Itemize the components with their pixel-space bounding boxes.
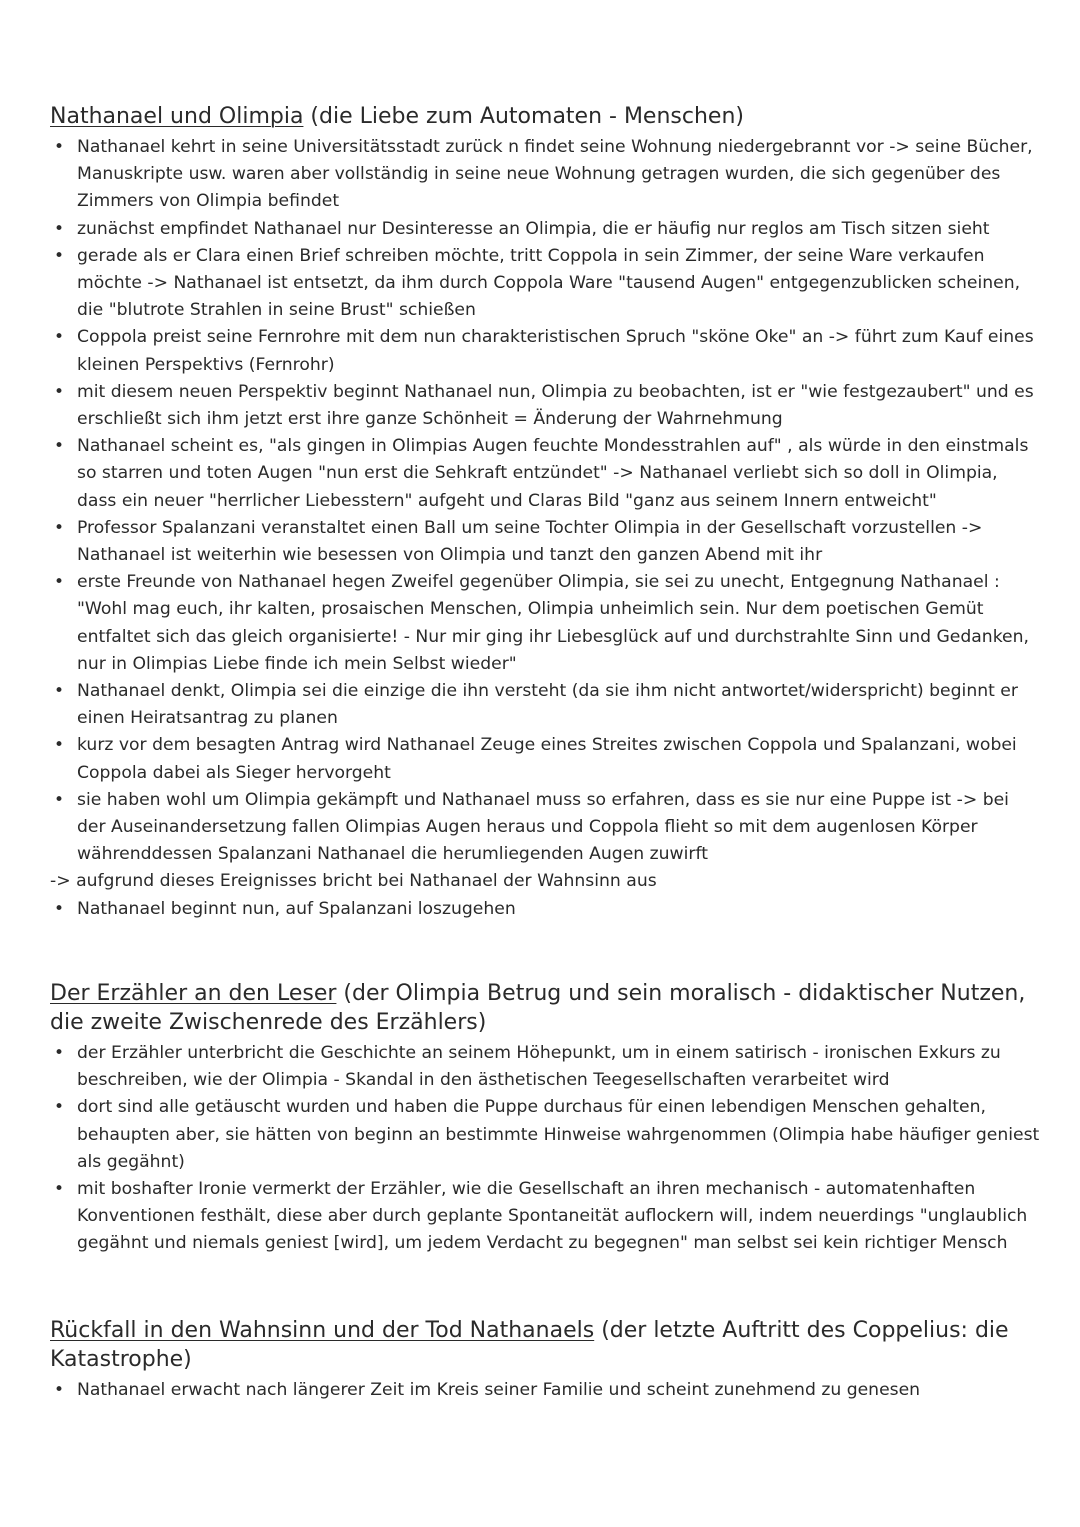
list-item: • kurz vor dem besagten Antrag wird Nathanael Zeuge eines Streites zwischen Coppola und Spalanzani, wobei Coppola dabei als Sieger hervorgeht: [50, 732, 1040, 786]
heading-underlined-title: Nathanael und Olimpia: [50, 104, 304, 129]
section-heading: [50, 1316, 1040, 1374]
list-item: • mit boshafter Ironie vermerkt der Erzähler, wie die Gesellschaft an ihren mechanisch - automatenhaften Konventionen festhält, diese aber durch geplante Spontaneität auflockern will, indem neuerdings "unglaublich gegähnt und niemals geniest [wird], um jedem Verdacht zu begegnen" man selbst sei kein richtiger Mensch: [50, 1176, 1040, 1258]
bullet-list: [50, 134, 1040, 923]
list-item: • sie haben wohl um Olimpia gekämpft und Nathanael muss so erfahren, dass es sie nur eine Puppe ist -> bei der Auseinandersetzung fallen Olimpias Augen heraus und Coppola flieht so mit dem augenlosen Körper währenddessen Spalanzani Nathanael die herumliegenden Augen zuwirft: [50, 787, 1040, 869]
bullet-list: [50, 1377, 1040, 1404]
section-nathanael-und-olimpia: [50, 102, 1040, 923]
list-item: • Nathanael kehrt in seine Universitätsstadt zurück n findet seine Wohnung niedergebrannt vor -> seine Bücher, Manuskripte usw. waren aber vollständig in seine neue Wohnung getragen wurden, die sich gegenüber des Zimmers von Olimpia befindet: [50, 134, 1040, 216]
list-item: • dort sind alle getäuscht wurden und haben die Puppe durchaus für einen lebendigen Menschen gehalten, behaupten aber, sie hätten von beginn an bestimmte Hinweise wahrgenommen (Olimpia habe häufiger geniest als gegähnt): [50, 1094, 1040, 1176]
heading-subtitle: (der Olimpia Betrug und sein moralisch - didaktischer Nutzen, die zweite Zwischenrede des Erzählers): [50, 981, 1026, 1035]
heading-underlined-title: Rückfall in den Wahnsinn und der Tod Nathanaels: [50, 1318, 595, 1343]
heading-underlined-title: Der Erzähler an den Leser: [50, 981, 337, 1006]
list-item: • Nathanael denkt, Olimpia sei die einzige die ihn versteht (da sie ihm nicht antwortet/widerspricht) beginnt er einen Heiratsantrag zu planen: [50, 678, 1040, 732]
list-item: • Professor Spalanzani veranstaltet einen Ball um seine Tochter Olimpia in der Gesellschaft vorzustellen -> Nathanael ist weiterhin wie besessen von Olimpia und tanzt den ganzen Abend mit ihr: [50, 515, 1040, 569]
list-item: • erste Freunde von Nathanael hegen Zweifel gegenüber Olimpia, sie sei zu unecht, Entgegnung Nathanael : "Wohl mag euch, ihr kalten, prosaischen Menschen, Olimpia unheimlich sein. Nur dem poetischen Gemüt entfaltet sich das gleich organisierte! - Nur mir ging ihr Liebesglück auf und durchstrahlte Sinn und Gedanken, nur in Olimpias Liebe finde ich mein Selbst wieder": [50, 569, 1040, 678]
list-item: • Nathanael beginnt nun, auf Spalanzani loszugehen: [50, 896, 1040, 923]
list-item: • der Erzähler unterbricht die Geschichte an seinem Höhepunkt, um in einem satirisch - ironischen Exkurs zu beschreiben, wie der Olimpia - Skandal in den ästhetischen Teegesellschaften verarbeitet wird: [50, 1040, 1040, 1094]
heading-subtitle: (der letzte Auftritt des Coppelius: die Katastrophe): [50, 1318, 1009, 1372]
list-item: • Nathanael erwacht nach längerer Zeit im Kreis seiner Familie und scheint zunehmend zu genesen: [50, 1377, 1040, 1404]
list-item: • Coppola preist seine Fernrohre mit dem nun charakteristischen Spruch "sköne Oke" an -> führt zum Kauf eines kleinen Perspektivs (Fernrohr): [50, 324, 1040, 378]
list-item: • zunächst empfindet Nathanael nur Desinteresse an Olimpia, die er häufig nur reglos am Tisch sitzen sieht: [50, 216, 1040, 243]
list-item: • mit diesem neuen Perspektiv beginnt Nathanael nun, Olimpia zu beobachten, ist er "wie festgezaubert" und es erschließt sich ihm jetzt erst ihre ganze Schönheit = Änderung der Wahrnehmung: [50, 379, 1040, 433]
list-item: • gerade als er Clara einen Brief schreiben möchte, tritt Coppola in sein Zimmer, der seine Ware verkaufen möchte -> Nathanael ist entsetzt, da ihm durch Coppola Ware "tausend Augen" entgegenzublicken scheinen, die "blutrote Strahlen in seine Brust" schießen: [50, 243, 1040, 325]
section-heading: [50, 979, 1040, 1037]
section-heading: [50, 102, 1040, 131]
section-rueckfall-in-den-wahnsinn: [50, 1316, 1040, 1404]
list-item: • Nathanael scheint es, "als gingen in Olimpias Augen feuchte Mondesstrahlen auf" , als würde in den einstmals so starren und toten Augen "nun erst die Sehkraft entzündet" -> Nathanael verliebt sich so doll in Olimpia, dass ein neuer "herrlicher Liebesstern" aufgeht und Claras Bild "ganz aus seinem Innern entweicht": [50, 433, 1040, 515]
arrow-line: -> aufgrund dieses Ereignisses bricht bei Nathanael der Wahnsinn aus: [50, 871, 657, 892]
section-erzaehler-an-den-leser: [50, 979, 1040, 1258]
bullet-list: [50, 1040, 1040, 1258]
heading-subtitle: (die Liebe zum Automaten - Menschen): [303, 104, 744, 129]
